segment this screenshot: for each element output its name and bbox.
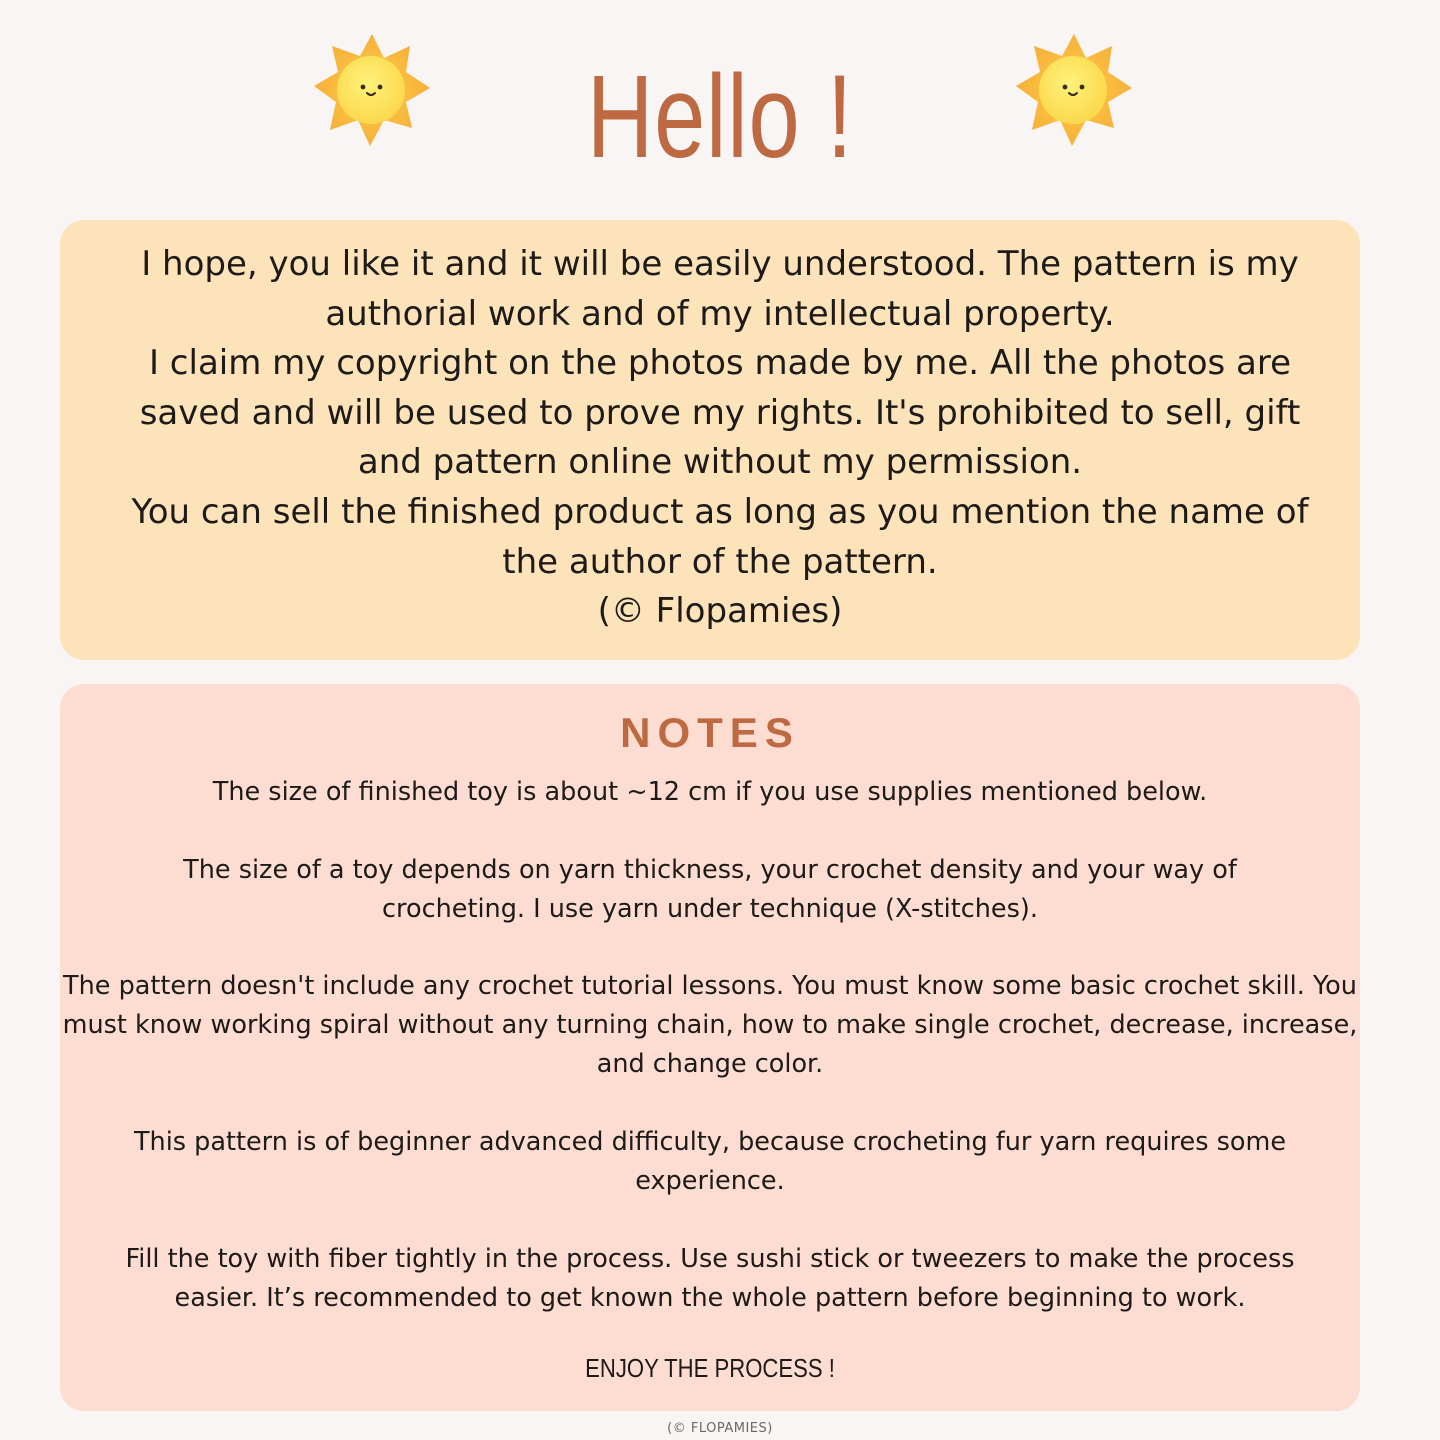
- copyright-line: You can sell the finished product as long as you mention the name of the author of the pattern.: [131, 491, 1309, 582]
- notes-heading: NOTES: [620, 709, 800, 756]
- note-item: The pattern doesn't include any crochet tutorial lessons. You must know some basic crochet skill. You must know working spiral without any turning chain, how to make single crochet, decrease, increase, and change color.: [62, 971, 1358, 1079]
- note-item: This pattern is of beginner advanced difficulty, because crocheting fur yarn requires some experience.: [133, 1127, 1287, 1196]
- copyright-text: [0, 240, 1440, 637]
- copyright-line: I hope, you like it and it will be easily understood. The pattern is my authorial work and of my intellectual property.: [141, 244, 1299, 334]
- note-item: The size of a toy depends on yarn thickness, your crochet density and your way of crocheting. I use yarn under technique (X-stitches).: [183, 855, 1237, 924]
- closing-message: ENJOY THE PROCESS !: [585, 1353, 835, 1383]
- note-item: The size of finished toy is about ~12 cm if you use supplies mentioned below.: [212, 777, 1208, 807]
- page-title: Hello !: [586, 51, 854, 183]
- footer-credit: (© FLOPAMIES): [667, 1421, 773, 1436]
- note-item: Fill the toy with fiber tightly in the process. Use sushi stick or tweezers to make the process easier. It’s recommended to get known the whole pattern before beginning to work.: [125, 1244, 1295, 1313]
- copyright-line: I claim my copyright on the photos made by me. All the photos are saved and will be used to prove my rights. It's prohibited to sell, gift and pattern online without my permission.: [139, 343, 1301, 483]
- copyright-signature: (© Flopamies): [597, 591, 843, 632]
